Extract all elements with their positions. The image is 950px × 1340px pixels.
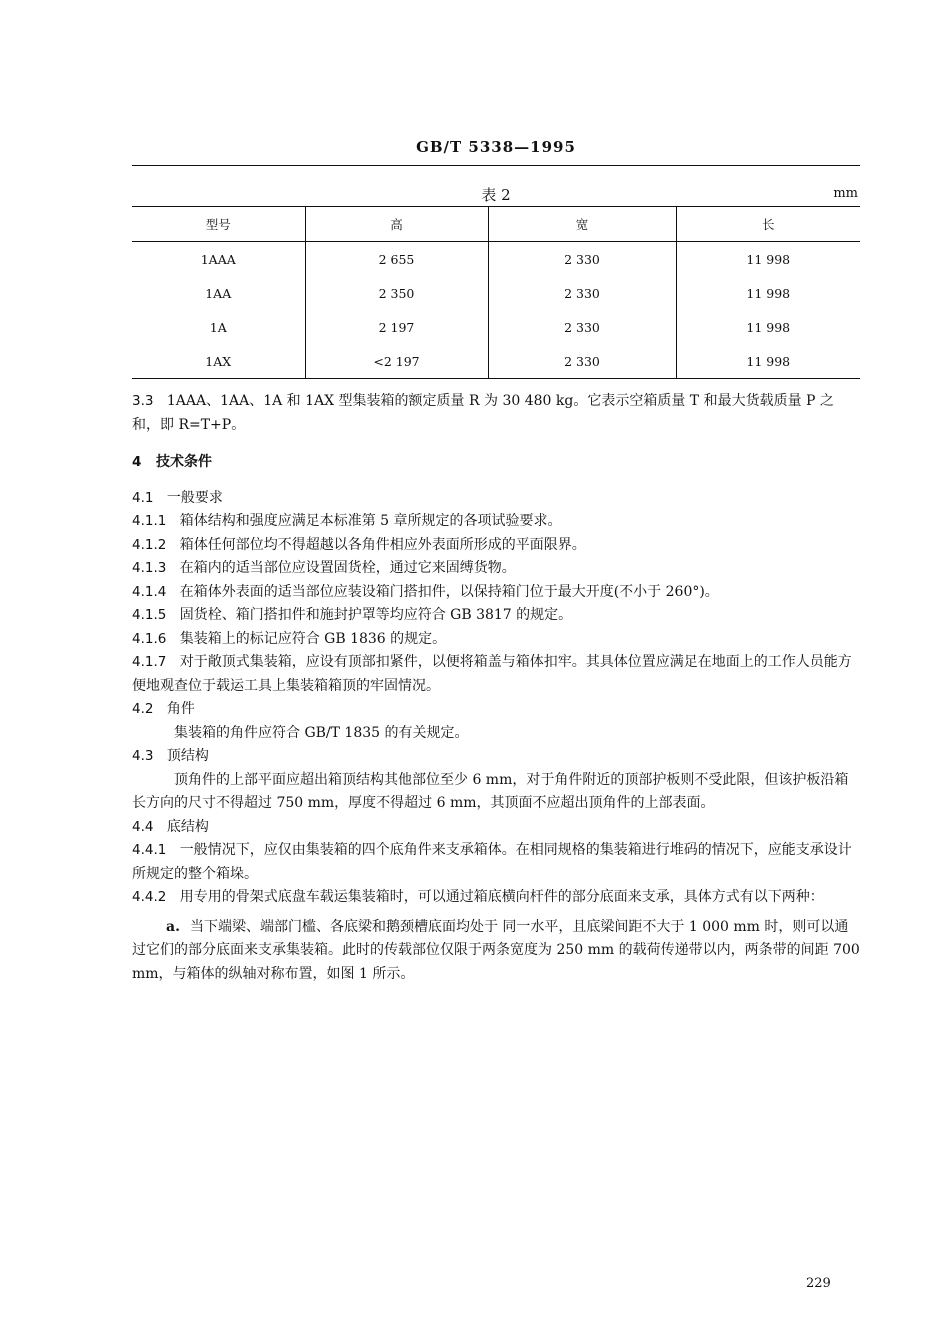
section-title: 技术条件 [156, 454, 213, 470]
clause-4-1-6 [132, 628, 860, 652]
cell-height: 2 655 [305, 242, 488, 277]
clause-title: 一般要求 [166, 489, 223, 506]
clause-4-1 [132, 487, 860, 511]
clause-title: 底结构 [166, 818, 209, 835]
clause-4-4-2 [132, 886, 860, 910]
clause-number: 4.1.2 [132, 536, 167, 553]
header-rule [132, 165, 860, 166]
list-item-letter: a. [166, 918, 180, 935]
clause-text: 箱体任何部位均不得超越以各角件相应外表面所形成的平面限界。 [179, 536, 586, 553]
clause-text: 在箱内的适当部位应设置固货栓，通过它来固缚货物。 [179, 560, 516, 576]
clause-text: 在箱体外表面的适当部位应装设箱门搭扣件，以保持箱门位于最大开度(不小于 260°)。 [179, 583, 719, 600]
table-row [132, 344, 860, 379]
clause-text: 用专用的骨架式底盘车载运集装箱时，可以通过箱底横向杆件的部分底面来支承，具体方式有以下两种： [179, 889, 824, 905]
cell-width: 2 330 [488, 242, 676, 277]
clause-4-1-3 [132, 557, 860, 581]
cell-model: 1AAA [200, 251, 236, 267]
cell-height: <2 197 [305, 344, 488, 379]
clause-number: 4.2 [132, 701, 154, 717]
cell-height: 2 350 [305, 276, 488, 310]
container-dimension-table [132, 206, 860, 379]
cell-width: 2 330 [488, 276, 676, 310]
cell-model: 1AX [205, 353, 232, 369]
clause-number: 4.1.6 [132, 630, 167, 647]
table-header-row [132, 207, 860, 242]
cell-height: 2 197 [305, 310, 488, 344]
clause-4-4 [132, 816, 860, 840]
clause-text: 顶角件的上部平面应超出箱顶结构其他部位至少 6 mm，对于角件附近的顶部护板则不受此限，但该护板沿箱长方向的尺寸不得超过 750 mm，厚度不得超过 6 mm，其顶面不应超出顶角件的上部表面。 [132, 771, 849, 811]
clause-4-2 [132, 698, 860, 722]
column-header-model: 型号 [205, 217, 231, 232]
cell-model: 1AA [205, 285, 232, 301]
clause-number: 4.1.7 [132, 654, 167, 670]
clause-number: 4.4.2 [132, 889, 167, 905]
column-header-width: 宽 [488, 207, 676, 242]
list-item-a [132, 916, 860, 987]
cell-length: 11 998 [676, 344, 860, 379]
clause-4-1-4 [132, 581, 860, 605]
clause-4-4-1 [132, 839, 860, 886]
clause-3-3 [132, 390, 860, 437]
clause-number: 4.1.4 [132, 583, 167, 600]
cell-length: 11 998 [676, 310, 860, 344]
clause-4-1-1 [132, 510, 860, 534]
clause-number: 4.1.3 [132, 560, 167, 576]
clause-title: 顶结构 [166, 748, 209, 764]
table-row [132, 276, 860, 310]
table-unit: mm [833, 186, 858, 201]
document-body [132, 390, 860, 986]
page-number: 229 [806, 1276, 831, 1291]
clause-title: 角件 [166, 701, 195, 717]
clause-number: 4.3 [132, 748, 154, 764]
table-row [132, 242, 860, 277]
cell-length: 11 998 [676, 242, 860, 277]
list-item-text: 当下端梁、端部门槛、各底梁和鹅颈槽底面均处于 同一水平，且底梁间距不大于 1 000 mm 时，则可以通过它们的部分底面来支承集装箱。此时的传载部位仅限于两条宽度为 250 mm 的载荷传递带以内，两条带的间距 700 mm，与箱体的纵轴对称布置，如图 1 所示。 [132, 918, 860, 982]
clause-number: 4.4 [132, 818, 154, 835]
clause-number: 4.1 [132, 489, 154, 506]
table-caption: 表 2 [481, 186, 511, 204]
section-number: 4 [132, 454, 142, 470]
standard-code-header: GB/T 5338—1995 [416, 138, 576, 156]
clause-4-1-2 [132, 534, 860, 558]
clause-text: 集装箱上的标记应符合 GB 1836 的规定。 [179, 630, 447, 647]
clause-text: 一般情况下，应仅由集装箱的四个底角件来支承箱体。在相同规格的集装箱进行堆码的情况下，应能支承设计所规定的整个箱垛。 [132, 842, 852, 882]
clause-number: 3.3 [132, 393, 154, 409]
clause-number: 4.1.1 [132, 513, 167, 529]
clause-number: 4.4.1 [132, 842, 167, 858]
section-4-heading [132, 451, 860, 475]
cell-width: 2 330 [488, 344, 676, 379]
clause-text: 对于敞顶式集装箱，应设有顶部扣紧件，以便将箱盖与箱体扣牢。其具体位置应满足在地面上的工作人员能方便地观查位于载运工具上集装箱箱顶的牢固情况。 [132, 654, 852, 694]
clause-4-3 [132, 745, 860, 769]
clause-text: 箱体结构和强度应满足本标准第 5 章所规定的各项试验要求。 [179, 513, 562, 529]
column-header-length: 长 [676, 207, 860, 242]
column-header-height: 高 [305, 207, 488, 242]
table-row [132, 310, 860, 344]
clause-text: 固货栓、箱门搭扣件和施封护罩等均应符合 GB 3817 的规定。 [179, 607, 573, 623]
clause-4-3-text [132, 769, 860, 816]
clause-4-1-7 [132, 651, 860, 698]
clause-4-1-5 [132, 604, 860, 628]
clause-4-2-text: 集装箱的角件应符合 GB/T 1835 的有关规定。 [174, 724, 469, 741]
clause-number: 4.1.5 [132, 607, 167, 623]
cell-model: 1A [209, 319, 227, 335]
cell-length: 11 998 [676, 276, 860, 310]
clause-text: 1AAA、1AA、1A 和 1AX 型集装箱的额定质量 R 为 30 480 kg。它表示空箱质量 T 和最大货载质量 P 之和，即 R=T+P。 [132, 393, 834, 433]
cell-width: 2 330 [488, 310, 676, 344]
